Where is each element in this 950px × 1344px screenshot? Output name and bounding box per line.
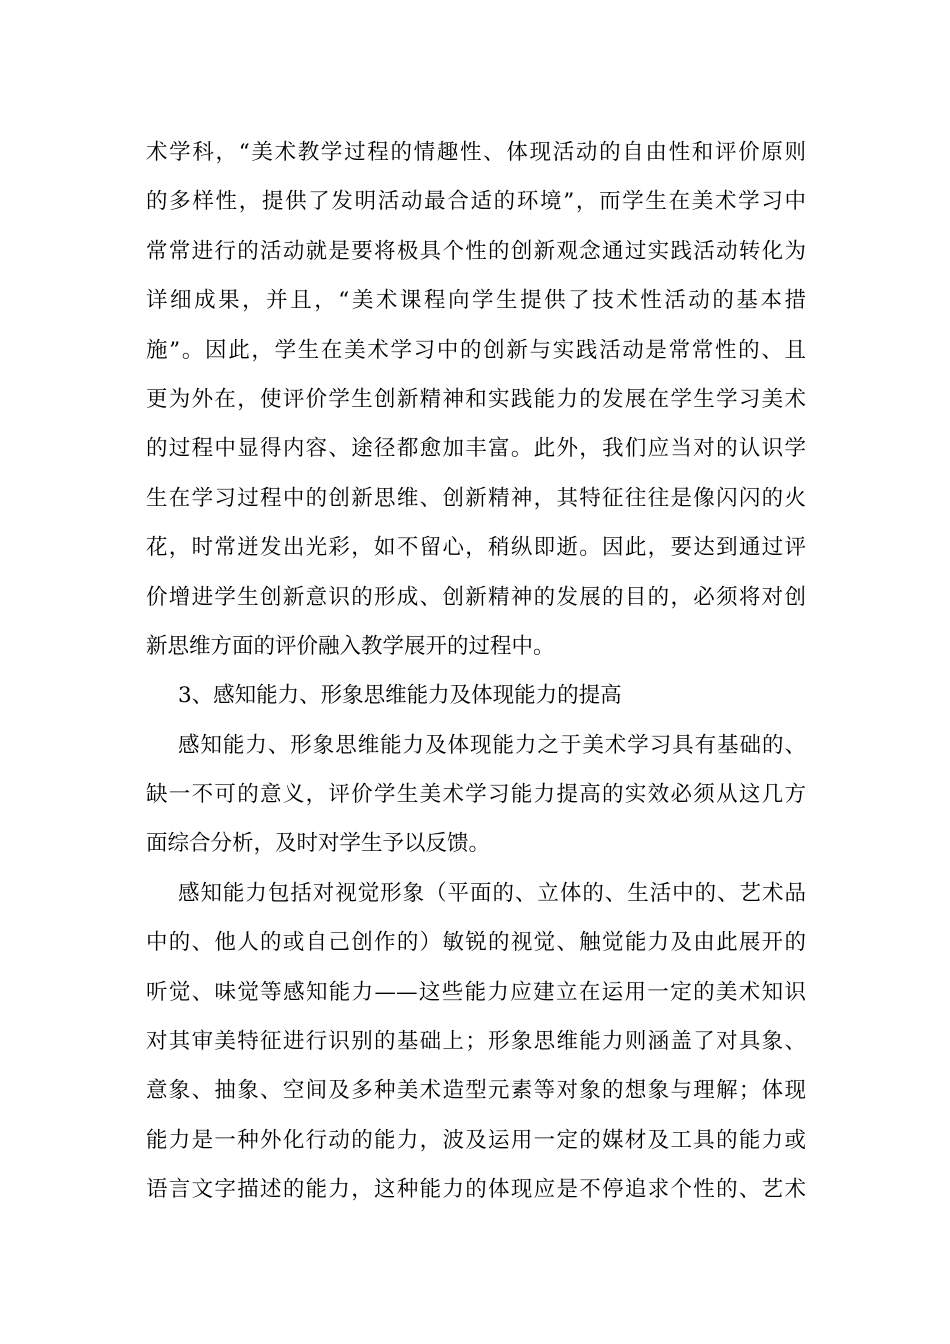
text-line-16: 感知能力包括对视觉形象（平面的、立体的、生活中的、艺术品 — [178, 880, 806, 906]
text-line-1: 术学科，“美术教学过程的情趣性、体现活动的自由性和评价原则 — [146, 140, 806, 165]
text-line-18: 听觉、味觉等感知能力——这些能力应建立在运用一定的美术知识 — [146, 979, 806, 1005]
text-line-2: 的多样性，提供了发明活动最合适的环境”，而学生在美术学习中 — [146, 189, 806, 215]
text-line-13: 感知能力、形象思维能力及体现能力之于美术学习具有基础的、 — [178, 732, 806, 758]
text-line-19: 对其审美特征进行识别的基础上；形象思维能力则涵盖了对具象、 — [146, 1029, 806, 1055]
text-line-7: 的过程中显得内容、途径都愈加丰富。此外，我们应当对的认识学 — [146, 436, 806, 462]
text-line-5: 施”。因此，学生在美术学习中的创新与实践活动是常常性的、且 — [146, 337, 806, 363]
text-line-17: 中的、他人的或自己创作的）敏锐的视觉、触觉能力及由此展开的 — [146, 930, 806, 956]
text-line-8: 生在学习过程中的创新思维、创新精神，其特征往往是像闪闪的火 — [146, 485, 806, 511]
text-line-4: 详细成果，并且，“美术课程向学生提供了技术性活动的基本措 — [146, 288, 806, 314]
text-line-9: 花，时常迸发出光彩，如不留心，稍纵即逝。因此，要达到通过评 — [146, 535, 806, 561]
text-line-20: 意象、抽象、空间及多种美术造型元素等对象的想象与理解；体现 — [146, 1078, 806, 1104]
body-text — [146, 128, 806, 1215]
text-line-10: 价增进学生创新意识的形成、创新精神的发展的目的，必须将对创 — [146, 584, 806, 610]
text-line-22: 语言文字描述的能力，这种能力的体现应是不停追求个性的、艺术 — [146, 1177, 806, 1203]
text-line-3: 常常进行的活动就是要将极具个性的创新观念通过实践活动转化为 — [146, 238, 806, 264]
text-line-15: 面综合分析，及时对学生予以反馈。 — [146, 831, 491, 857]
text-line-14: 缺一不可的意义，评价学生美术学习能力提高的实效必须从这几方 — [146, 782, 806, 808]
section-heading: 3、感知能力、形象思维能力及体现能力的提高 — [178, 683, 622, 709]
text-line-6: 更为外在，使评价学生创新精神和实践能力的发展在学生学习美术 — [146, 386, 806, 412]
text-line-11: 新思维方面的评价融入教学展开的过程中。 — [146, 633, 555, 659]
text-line-21: 能力是一种外化行动的能力，波及运用一定的媒材及工具的能力或 — [146, 1127, 806, 1153]
